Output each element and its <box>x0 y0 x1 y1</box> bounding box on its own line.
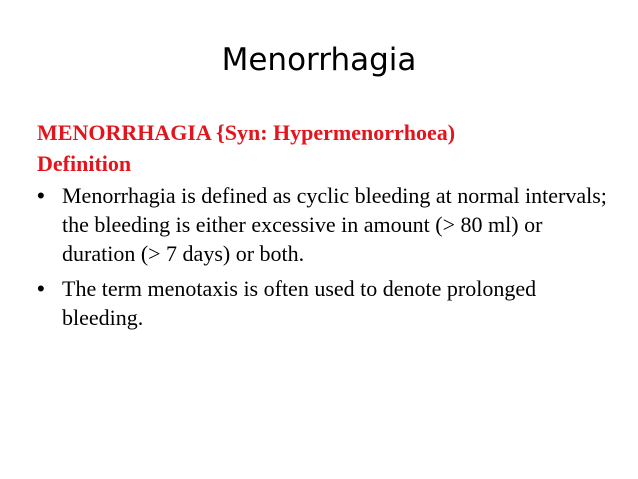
definition-label: Definition <box>37 151 132 176</box>
bullet-dot-icon: • <box>37 276 45 301</box>
bullet-item-definition <box>37 181 607 268</box>
bullet-text: The term menotaxis is often used to denote prolonged bleeding. <box>62 276 537 330</box>
slide-content <box>37 118 607 338</box>
bullet-item-menotaxis <box>37 274 607 332</box>
section-heading: MENORRHAGIA {Syn: Hypermenorrhoea) <box>37 120 456 145</box>
slide-title: Menorrhagia <box>221 42 417 78</box>
bullet-dot-icon: • <box>37 183 45 208</box>
bullet-text: Menorrhagia is defined as cyclic bleeding at normal intervals; the bleeding is either excessive in amount (> 80 ml) or duration (> 7 days) or both. <box>62 183 607 266</box>
bullet-list <box>37 181 607 332</box>
